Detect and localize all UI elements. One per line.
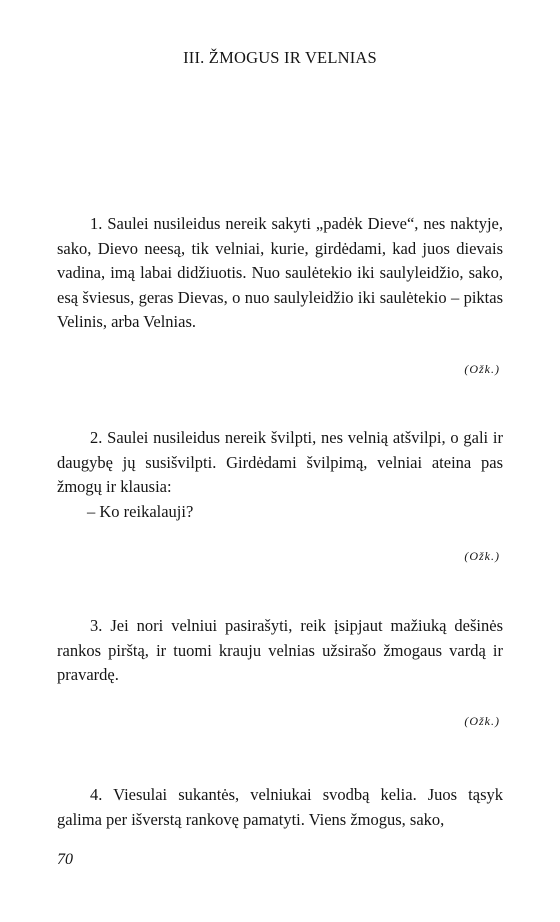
entry-2 bbox=[57, 426, 503, 524]
entry-2-source: (Ožk.) bbox=[464, 549, 500, 563]
page-number: 70 bbox=[57, 851, 73, 868]
entry-1 bbox=[57, 212, 503, 335]
entry-2-text: 2. Saulei nusileidus nereik švilpti, nes velnią atšvilpi, o gali ir daugybę jų susišvilpti. Girdėdami švilpimą, velniai ateina pas žmogų ir klausia: bbox=[57, 428, 503, 496]
entry-4 bbox=[57, 783, 503, 832]
entry-1-text: 1. Saulei nusileidus nereik sakyti „padėk Dieve“, nes naktyje, sako, Dievo neesą, tik velniai, kurie, girdėdami, kad juos dievais vadina, imą labai didžiuotis. Nuo saulėtekio iki saulyleidžio, sako, esą šviesus, geras Dievas, o nuo saulyleidžio iki saulėtekio – piktas Velinis, arba Velnias. bbox=[57, 214, 503, 331]
entry-3-text: 3. Jei nori velniui pasirašyti, reik įsipjaut mažiuką dešinės rankos pirštą, ir tuomi krauju velnias užsirašo žmogaus vardą ir pravardę. bbox=[57, 616, 503, 684]
entry-4-text: 4. Viesulai sukantės, velniukai svodbą kelia. Juos tąsyk galima per išverstą rankovę pamatyti. Viens žmogus, sako, bbox=[57, 785, 503, 829]
chapter-title: III. ŽMOGUS IR VELNIAS bbox=[183, 48, 377, 67]
entry-2-dialogue: – Ko reikalauji? bbox=[87, 501, 194, 521]
entry-3-source: (Ožk.) bbox=[464, 714, 500, 728]
entry-1-source: (Ožk.) bbox=[464, 362, 500, 376]
entry-3 bbox=[57, 614, 503, 688]
